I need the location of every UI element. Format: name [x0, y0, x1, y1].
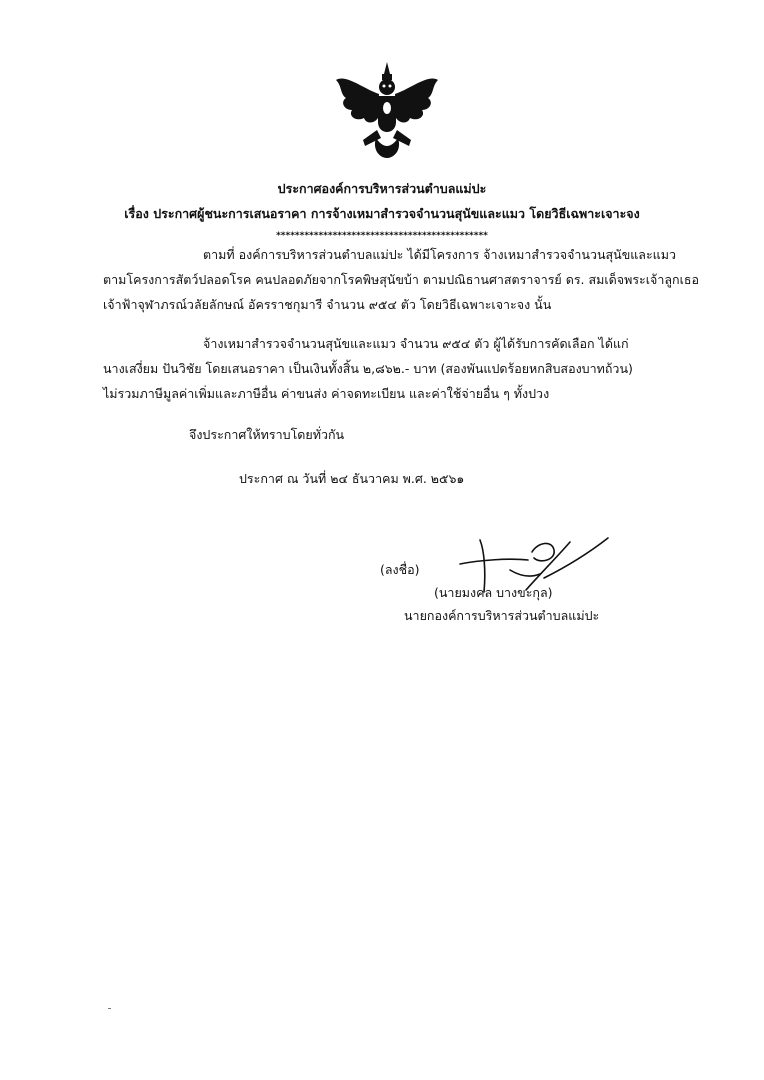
paragraph2-line2: นางเสงี่ยม ปันวิชัย โดยเสนอราคา เป็นเงินทั้งสิ้น ๒,๘๖๒.- บาท (สองพันแปดร้อยหกสิบสองบาทถ้วน) — [103, 361, 633, 376]
paragraph1-line1: ตามที่ องค์การบริหารส่วนตำบลแม่ปะ ได้มีโครงการ จ้างเหมาสำรวจจำนวนสุนัขและแมว — [203, 247, 676, 262]
document-title: ประกาศองค์การบริหารส่วนตำบลแม่ปะ — [277, 181, 487, 196]
garuda-emblem-icon — [332, 60, 442, 160]
announcement-date: ประกาศ ณ วันที่ ๒๔ ธันวาคม พ.ศ. ๒๕๖๑ — [239, 471, 465, 486]
signer-name: (นายมงคล บางขะกุล) — [434, 585, 553, 600]
signer-position: นายกองค์การบริหารส่วนตำบลแม่ปะ — [404, 608, 600, 623]
paragraph1-line2: ตามโครงการสัตว์ปลอดโรค คนปลอดภัยจากโรคพิษสุนัขบ้า ตามปณิธานศาสตราจารย์ ดร. สมเด็จพระเจ้าลูกเธอ — [103, 272, 700, 287]
signed-label: (ลงชื่อ) — [380, 562, 420, 577]
document-subject: เรื่อง ประกาศผู้ชนะการเสนอราคา การจ้างเหมาสำรวจจำนวนสุนัขและแมว โดยวิธีเฉพาะเจาะจง — [124, 206, 640, 221]
paragraph1-line3: เจ้าฟ้าจุฬาภรณ์วลัยลักษณ์ อัครราชกุมารี จำนวน ๙๕๔ ตัว โดยวิธีเฉพาะเจาะจง นั้น — [103, 297, 552, 312]
closing-statement: จึงประกาศให้ทราบโดยทั่วกัน — [189, 427, 345, 442]
separator-line: ********************************************* — [276, 231, 488, 241]
paragraph2-line1: จ้างเหมาสำรวจจำนวนสุนัขและแมว จำนวน ๙๕๔ ตัว ผู้ได้รับการคัดเลือก ได้แก่ — [203, 336, 629, 351]
paragraph2-line3: ไม่รวมภาษีมูลค่าเพิ่มและภาษีอื่น ค่าขนส่ง ค่าจดทะเบียน และค่าใช้จ่ายอื่น ๆ ทั้งปวง — [103, 386, 550, 401]
scan-speck — [108, 1008, 111, 1009]
